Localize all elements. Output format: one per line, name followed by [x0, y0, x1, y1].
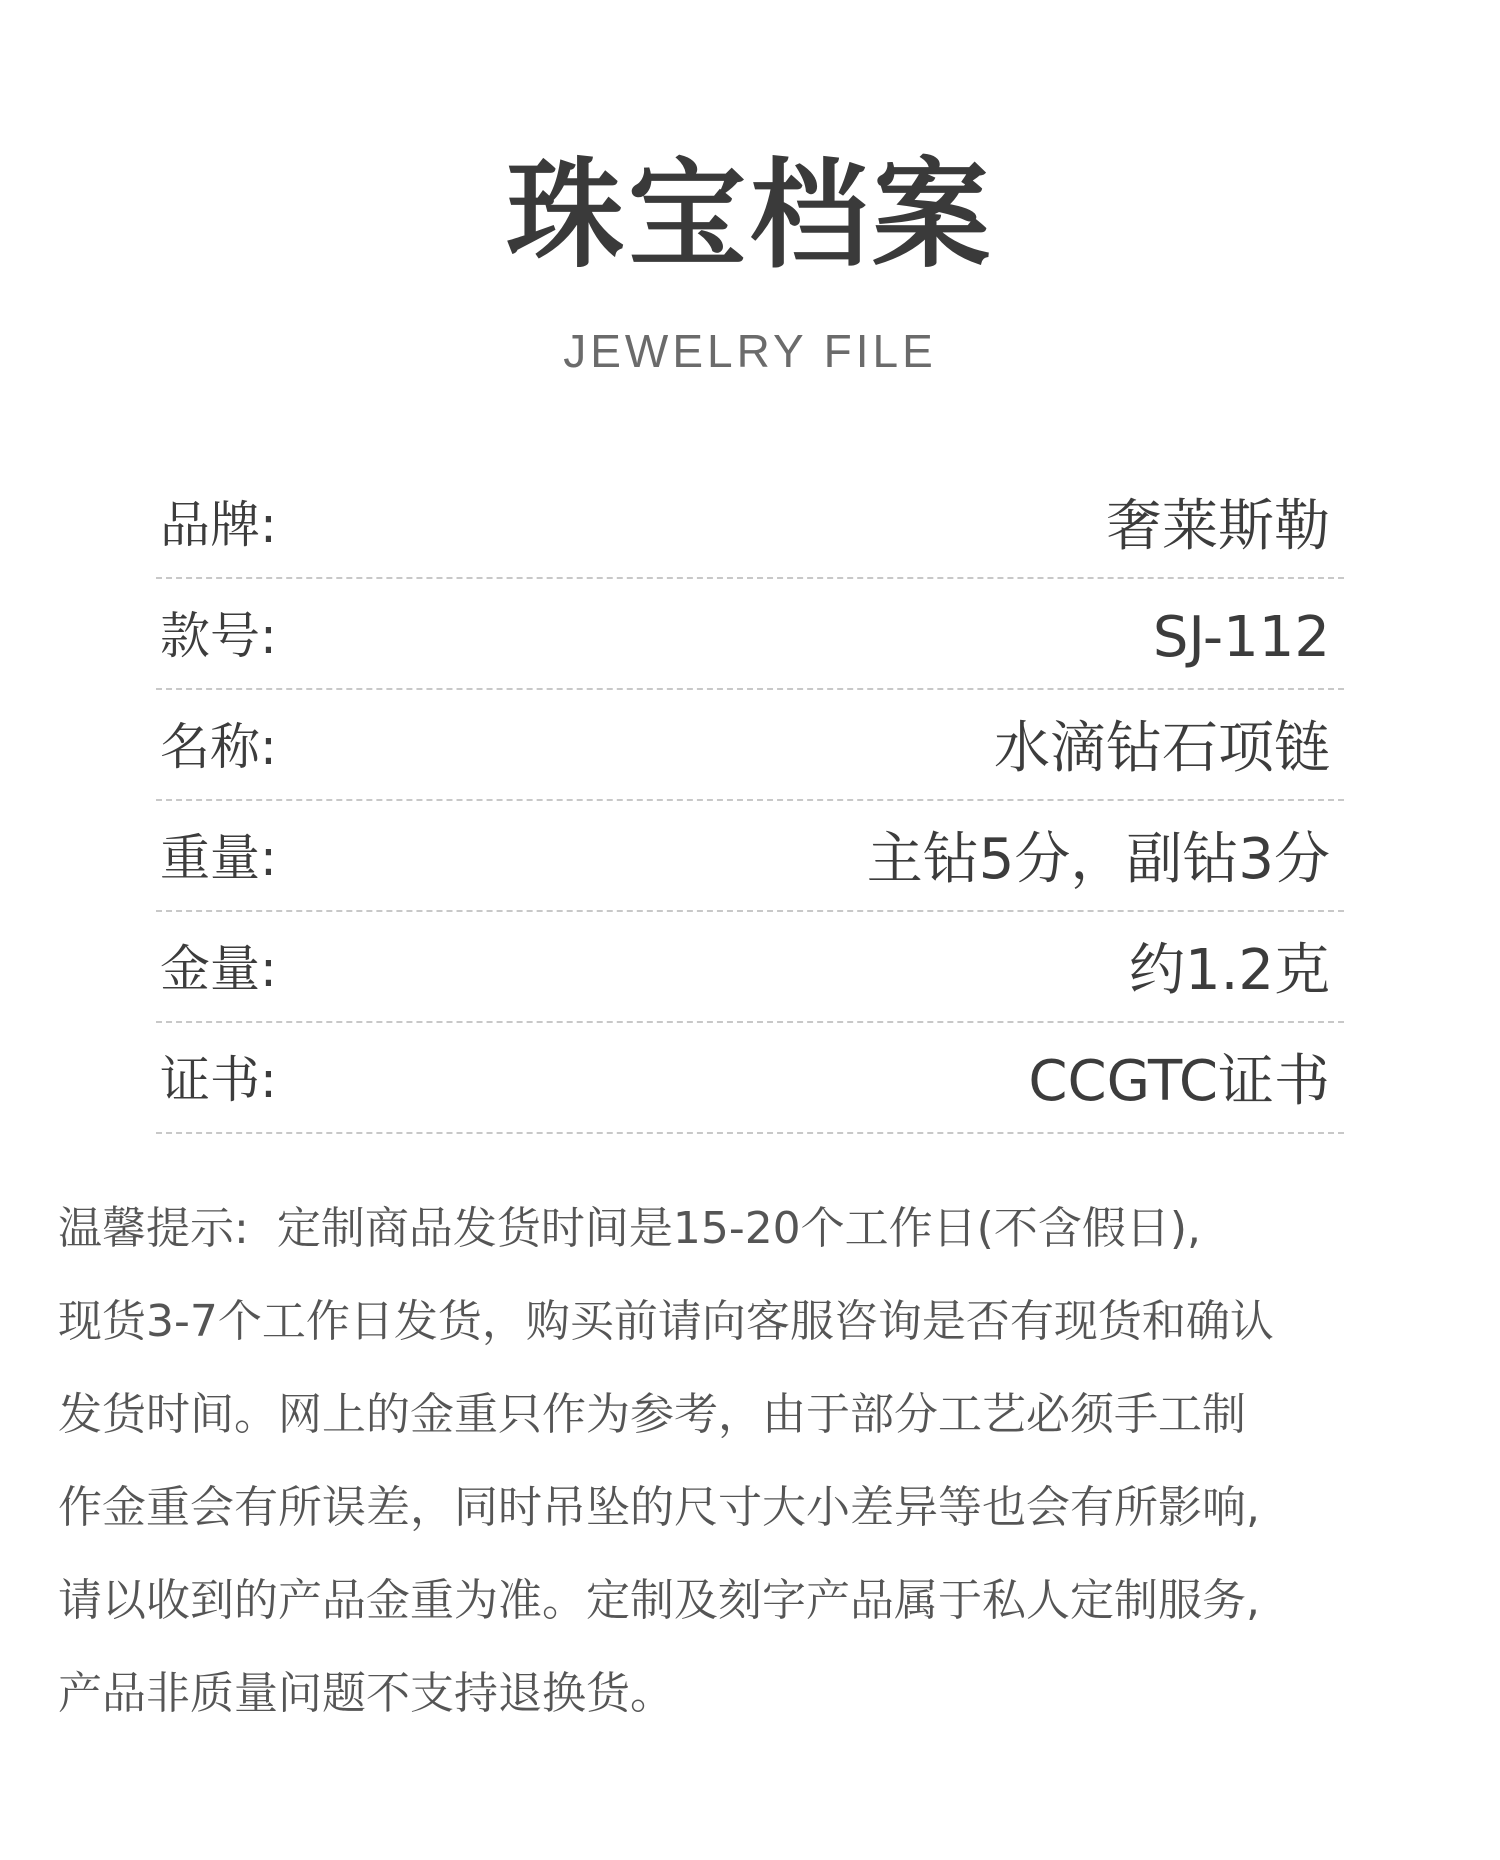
- jewelry-spec-table: [156, 468, 1344, 1134]
- notice-line: 请以收到的产品金重为准。定制及刻字产品属于私人定制服务,: [58, 1575, 1260, 1626]
- notice-line: 现货3-7个工作日发货，购买前请向客服咨询是否有现货和确认: [58, 1296, 1274, 1347]
- spec-value: 水滴钻石项链: [994, 716, 1330, 781]
- page-title: 珠宝档案: [505, 146, 994, 284]
- spec-row-gold-weight: [156, 912, 1344, 1023]
- spec-value: CCGTC证书: [1028, 1049, 1330, 1114]
- notice-text: 定制商品发货时间是15-20个工作日(不含假日),: [276, 1203, 1201, 1254]
- notice-line: 作金重会有所误差，同时吊坠的尺寸大小差异等也会有所影响,: [58, 1482, 1260, 1533]
- warm-reminder-notice: [58, 1182, 1448, 1740]
- notice-prefix: 温馨提示:: [58, 1203, 249, 1254]
- notice-line: 发货时间。网上的金重只作为参考，由于部分工艺必须手工制: [58, 1389, 1246, 1440]
- spec-label: 品牌:: [160, 496, 277, 554]
- page-subtitle: JEWELRY FILE: [563, 325, 937, 377]
- spec-label: 证书:: [160, 1051, 277, 1109]
- spec-label: 重量:: [160, 829, 277, 887]
- notice-line: 产品非质量问题不支持退换货。: [58, 1668, 674, 1719]
- spec-label: 名称:: [160, 718, 277, 776]
- spec-value: 奢莱斯勒: [1106, 494, 1330, 559]
- spec-value: SJ-112: [1152, 605, 1330, 670]
- spec-row-brand: [156, 468, 1344, 579]
- spec-row-name: [156, 690, 1344, 801]
- spec-row-certificate: [156, 1023, 1344, 1134]
- spec-row-model: [156, 579, 1344, 690]
- notice-line: [58, 1182, 1448, 1275]
- spec-label: 金量:: [160, 940, 277, 998]
- page-header: [0, 146, 1500, 377]
- spec-row-weight: [156, 801, 1344, 912]
- spec-value: 约1.2克: [1128, 938, 1330, 1003]
- spec-label: 款号:: [160, 607, 277, 665]
- spec-value: 主钻5分，副钻3分: [866, 827, 1330, 892]
